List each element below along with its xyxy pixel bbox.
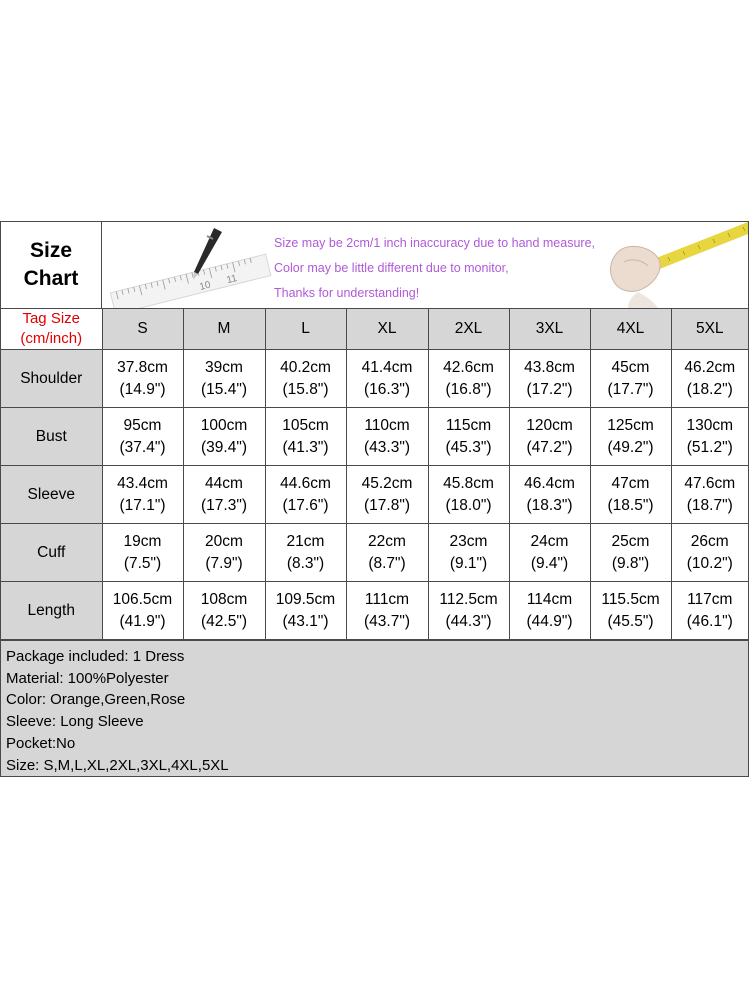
table-cell	[183, 582, 265, 640]
cell-cm-value: 44cm	[205, 474, 243, 492]
measurement-notes	[274, 231, 595, 306]
cell-inch-value: (17.2")	[526, 380, 573, 398]
cell-cm-value: 42.6cm	[443, 358, 494, 376]
cell-inch-value: (18.2")	[686, 380, 733, 398]
cell-cm-value: 24cm	[530, 532, 569, 550]
cell-cm-value: 105cm	[282, 416, 329, 434]
size-header-5xl: 5XL	[671, 309, 748, 350]
cell-inch-value: (18.7")	[686, 496, 733, 514]
info-color: Color: Orange,Green,Rose	[6, 691, 186, 709]
table-cell	[428, 408, 509, 466]
table-cell	[509, 524, 590, 582]
table-cell	[671, 524, 748, 582]
cell-inch-value: (15.8")	[282, 380, 329, 398]
size-chart-title	[1, 222, 102, 308]
cell-cm-value: 115.5cm	[601, 590, 660, 608]
info-sleeve: Sleeve: Long Sleeve	[6, 713, 144, 731]
cell-inch-value: (8.7")	[368, 554, 406, 572]
cell-inch-value: (18.3")	[526, 496, 573, 514]
note-thanks: Thanks for understanding!	[274, 286, 420, 300]
table-row-bust	[1, 408, 748, 466]
table-row-sleeve	[1, 466, 748, 524]
ruler-number-10: 10	[198, 279, 212, 293]
table-cell	[102, 524, 183, 582]
tape-measure-icon	[646, 222, 748, 272]
cell-inch-value: (10.2")	[686, 554, 733, 572]
size-header-l: L	[265, 309, 346, 350]
size-header-3xl: 3XL	[509, 309, 590, 350]
cell-inch-value: (7.9")	[205, 554, 243, 572]
cell-inch-value: (8.3")	[286, 554, 325, 572]
table-cell	[671, 582, 748, 640]
cell-inch-value: (17.6")	[282, 496, 329, 514]
cell-cm-value: 114cm	[526, 590, 573, 608]
cell-inch-value: (43.3")	[364, 438, 410, 456]
cell-inch-value: (44.3")	[445, 612, 492, 630]
table-row-shoulder	[1, 350, 748, 408]
note-color: Color may be little different due to monitor,	[274, 261, 509, 275]
cell-cm-value: 23cm	[449, 532, 488, 550]
cell-inch-value: (17.1")	[119, 496, 166, 514]
cell-inch-value: (45.3")	[445, 438, 492, 456]
pen-ruler-illustration	[102, 222, 272, 308]
cell-cm-value: 19cm	[123, 532, 162, 550]
cell-inch-value: (9.1")	[449, 554, 488, 572]
product-info	[1, 640, 748, 776]
table-cell	[346, 350, 428, 408]
table-cell	[671, 408, 748, 466]
row-label: Sleeve	[1, 466, 102, 524]
tag-size-label-line-2: (cm/inch)	[20, 330, 83, 347]
size-header-s: S	[102, 309, 183, 350]
cell-inch-value: (45.5")	[607, 612, 654, 630]
cell-inch-value: (18.0")	[445, 496, 492, 514]
table-cell	[509, 582, 590, 640]
info-pocket: Pocket:No	[6, 734, 76, 752]
cell-cm-value: 20cm	[205, 532, 243, 550]
cell-inch-value: (42.5")	[201, 612, 247, 630]
cell-cm-value: 47cm	[611, 474, 650, 492]
cell-cm-value: 120cm	[526, 416, 573, 434]
table-cell	[183, 350, 265, 408]
row-label: Length	[1, 582, 102, 640]
cell-cm-value: 112.5cm	[439, 590, 498, 608]
cell-cm-value: 109.5cm	[275, 590, 336, 608]
table-cell	[346, 408, 428, 466]
table-cell	[590, 408, 671, 466]
cell-cm-value: 37.8cm	[117, 358, 168, 376]
title-line-2: Chart	[23, 267, 79, 290]
cell-inch-value: (47.2")	[526, 438, 573, 456]
table-cell	[590, 350, 671, 408]
cell-cm-value: 110cm	[364, 416, 410, 434]
cell-cm-value: 106.5cm	[112, 590, 173, 608]
cell-inch-value: (37.4")	[119, 438, 166, 456]
table-cell	[102, 408, 183, 466]
cell-cm-value: 115cm	[445, 416, 492, 434]
cell-cm-value: 100cm	[200, 416, 248, 434]
size-chart	[0, 221, 749, 777]
table-cell	[346, 466, 428, 524]
cell-cm-value: 125cm	[607, 416, 654, 434]
size-header-2xl: 2XL	[428, 309, 509, 350]
table-cell	[102, 466, 183, 524]
table-cell	[428, 350, 509, 408]
cell-inch-value: (9.4")	[530, 554, 569, 572]
table-cell	[428, 582, 509, 640]
cell-cm-value: 130cm	[686, 416, 734, 434]
hand-tape-measure-illustration	[598, 222, 748, 308]
table-cell	[265, 408, 346, 466]
cell-cm-value: 39cm	[205, 358, 243, 376]
cell-cm-value: 108cm	[200, 590, 248, 608]
cell-cm-value: 26cm	[690, 532, 729, 550]
title-line-1: Size	[29, 239, 73, 262]
cell-inch-value: (49.2")	[607, 438, 654, 456]
table-cell	[183, 408, 265, 466]
info-material: Material: 100%Polyester	[6, 669, 169, 687]
tag-size-label	[1, 309, 102, 350]
table-cell	[671, 466, 748, 524]
table-row-cuff	[1, 524, 748, 582]
table-cell	[346, 524, 428, 582]
cell-inch-value: (43.1")	[282, 612, 329, 630]
cell-cm-value: 44.6cm	[280, 474, 331, 492]
note-inaccuracy: Size may be 2cm/1 inch inaccuracy due to hand measure,	[274, 236, 596, 250]
hand-icon	[611, 246, 661, 308]
size-header-xl: XL	[346, 309, 428, 350]
table-cell	[590, 466, 671, 524]
row-label: Bust	[1, 408, 102, 466]
cell-cm-value: 45cm	[611, 358, 650, 376]
cell-inch-value: (16.3")	[364, 380, 410, 398]
cell-cm-value: 40.2cm	[280, 358, 331, 376]
cell-cm-value: 25cm	[611, 532, 650, 550]
cell-cm-value: 95cm	[123, 416, 162, 434]
cell-inch-value: (51.2")	[686, 438, 733, 456]
table-cell	[590, 582, 671, 640]
cell-inch-value: (16.8")	[445, 380, 492, 398]
table-cell	[183, 466, 265, 524]
table-cell	[183, 524, 265, 582]
size-table	[1, 309, 748, 640]
size-header-m: M	[183, 309, 265, 350]
table-cell	[428, 524, 509, 582]
ruler-number-11: 11	[225, 272, 239, 287]
table-cell	[265, 582, 346, 640]
table-cell	[102, 350, 183, 408]
table-cell	[590, 524, 671, 582]
cell-inch-value: (41.9")	[119, 612, 166, 630]
table-cell	[428, 466, 509, 524]
table-cell	[265, 466, 346, 524]
cell-inch-value: (39.4")	[201, 438, 247, 456]
cell-cm-value: 117cm	[687, 590, 733, 608]
row-label: Shoulder	[1, 350, 102, 408]
size-header-row	[1, 309, 748, 350]
size-header-4xl: 4XL	[590, 309, 671, 350]
cell-cm-value: 43.4cm	[117, 474, 168, 492]
cell-inch-value: (18.5")	[607, 496, 654, 514]
table-row-length	[1, 582, 748, 640]
cell-cm-value: 45.8cm	[443, 474, 494, 492]
table-cell	[509, 466, 590, 524]
table-cell	[265, 350, 346, 408]
table-cell	[509, 350, 590, 408]
table-cell	[509, 408, 590, 466]
cell-inch-value: (17.8")	[364, 496, 410, 514]
cell-inch-value: (9.8")	[611, 554, 650, 572]
cell-cm-value: 41.4cm	[361, 358, 413, 376]
cell-cm-value: 22cm	[368, 532, 406, 550]
cell-cm-value: 46.4cm	[524, 474, 575, 492]
cell-inch-value: (15.4")	[201, 380, 247, 398]
cell-cm-value: 47.6cm	[684, 474, 736, 492]
info-size: Size: S,M,L,XL,2XL,3XL,4XL,5XL	[6, 756, 229, 774]
cell-inch-value: (7.5")	[123, 554, 162, 572]
row-label: Cuff	[1, 524, 102, 582]
cell-inch-value: (44.9")	[526, 612, 573, 630]
cell-inch-value: (17.7")	[607, 380, 654, 398]
tag-size-label-line-1: Tag Size	[22, 310, 81, 327]
cell-cm-value: 43.8cm	[524, 358, 575, 376]
cell-cm-value: 111cm	[364, 590, 410, 608]
cell-inch-value: (46.1")	[686, 612, 733, 630]
cell-inch-value: (14.9")	[119, 380, 166, 398]
table-cell	[265, 524, 346, 582]
cell-inch-value: (17.3")	[201, 496, 247, 514]
cell-cm-value: 21cm	[286, 532, 325, 550]
cell-inch-value: (41.3")	[282, 438, 329, 456]
cell-inch-value: (43.7")	[364, 612, 410, 630]
table-cell	[346, 582, 428, 640]
table-cell	[671, 350, 748, 408]
table-cell	[102, 582, 183, 640]
info-package: Package included: 1 Dress	[6, 648, 185, 665]
cell-cm-value: 46.2cm	[684, 358, 736, 376]
cell-cm-value: 45.2cm	[361, 474, 413, 492]
chart-header	[1, 222, 748, 309]
measurement-banner	[102, 222, 748, 308]
